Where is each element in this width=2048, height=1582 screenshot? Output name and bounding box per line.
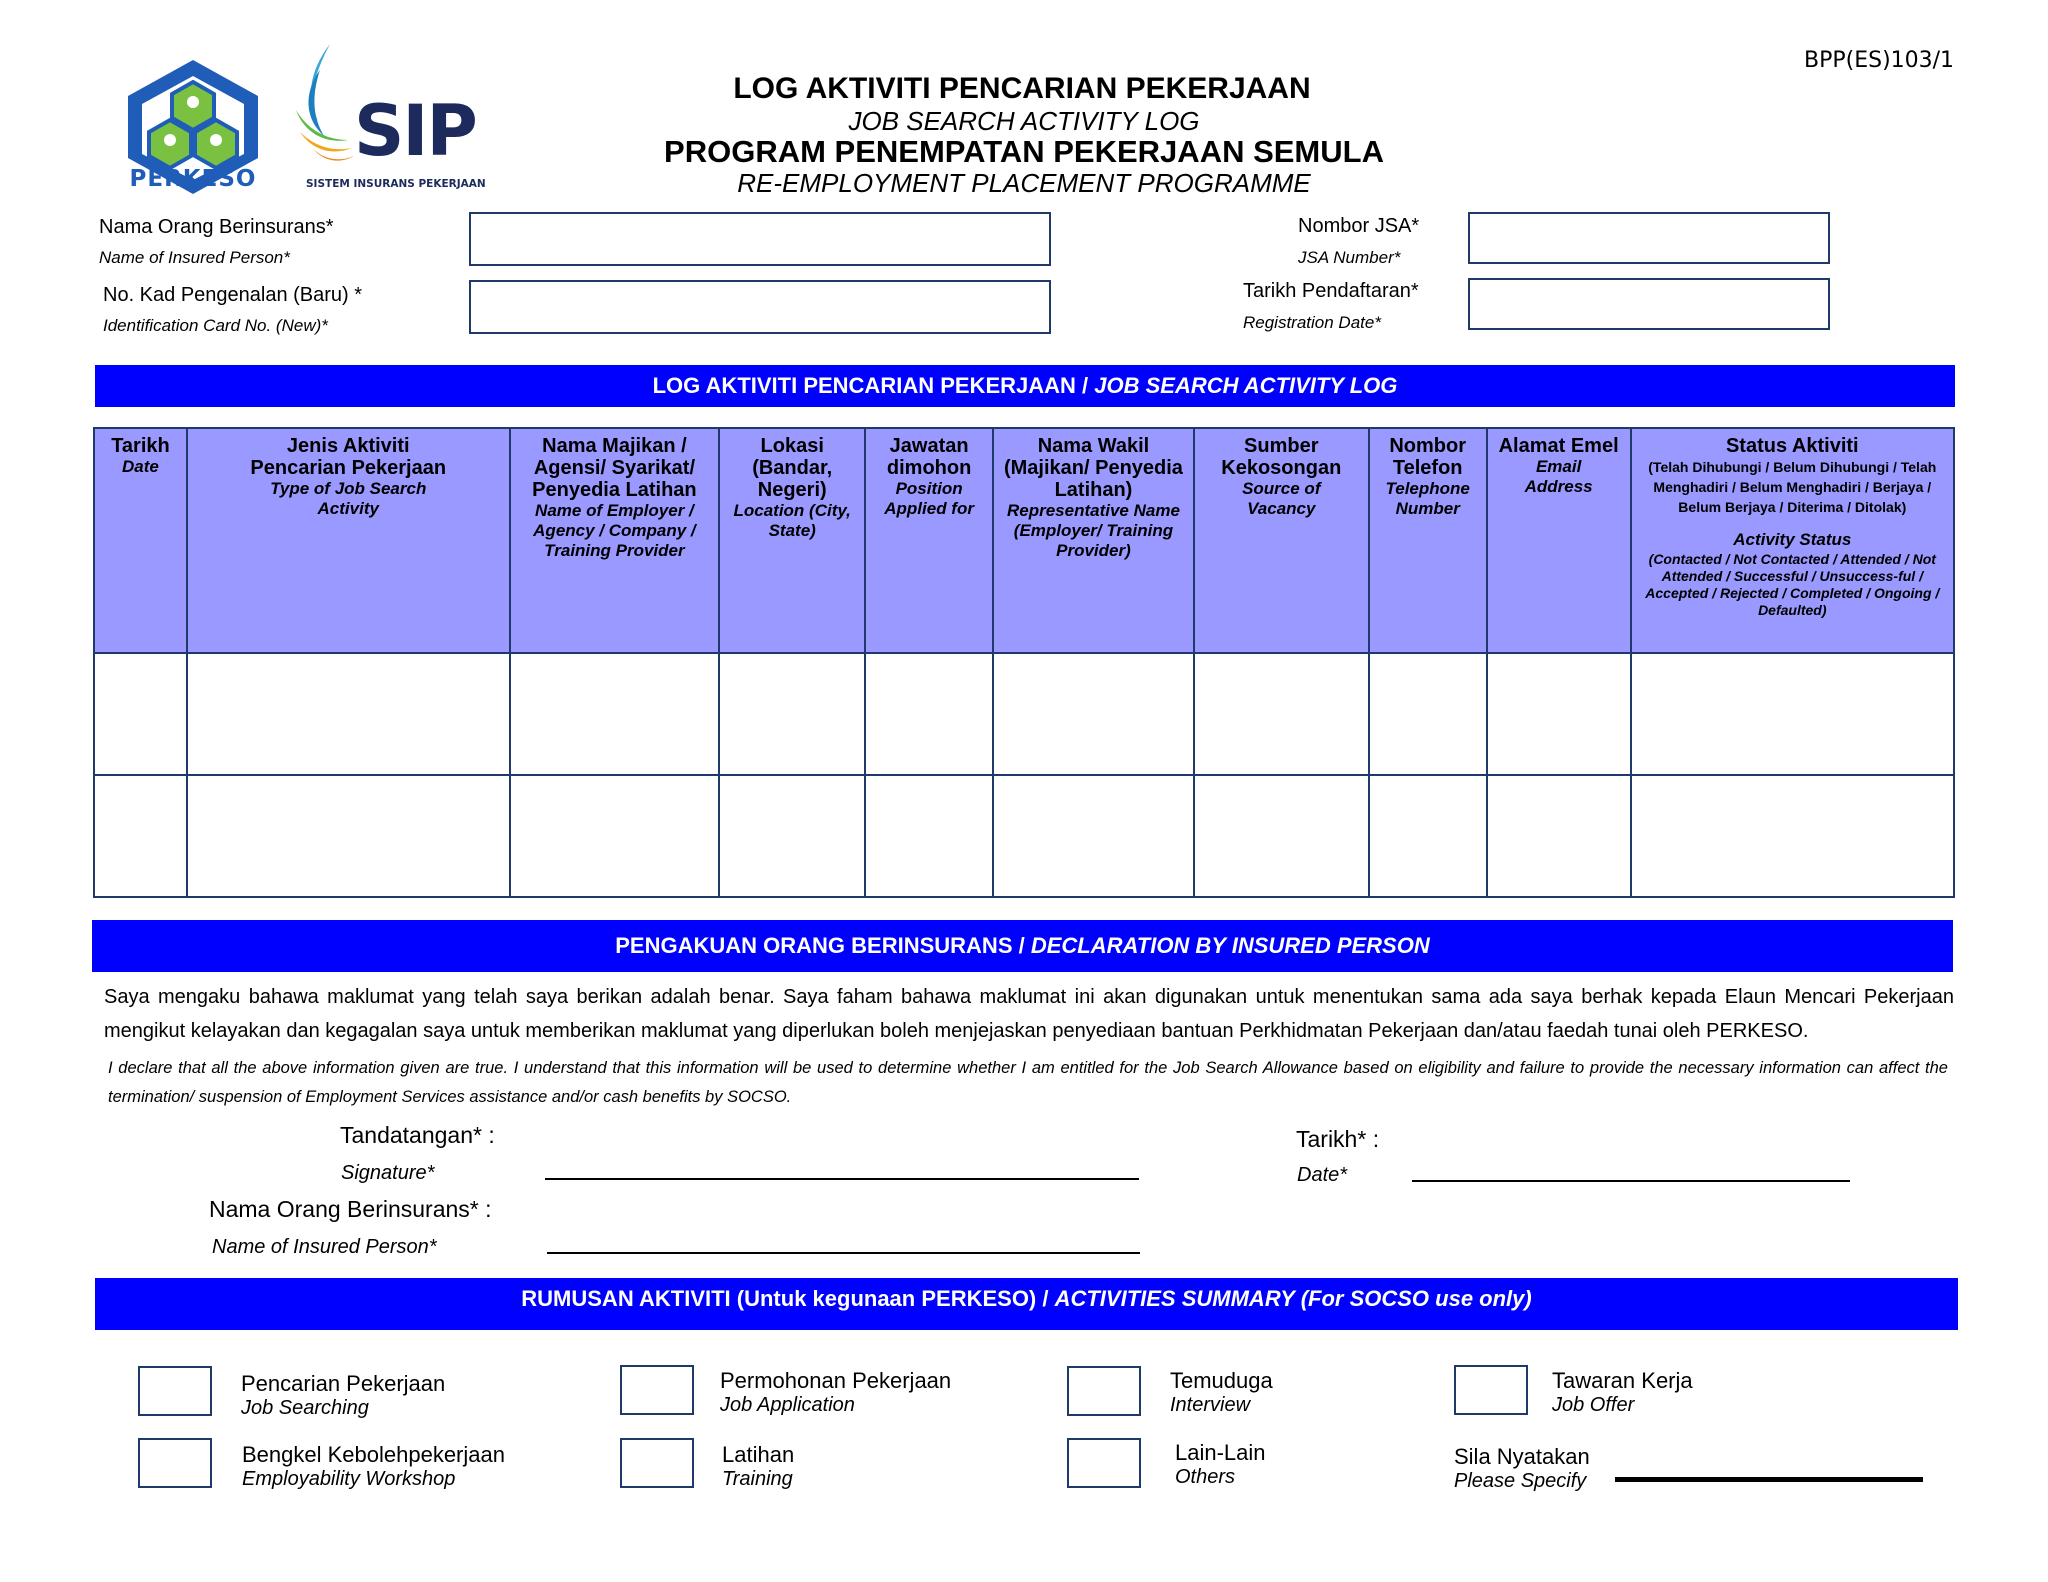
job-searching-checkbox[interactable] xyxy=(138,1366,212,1416)
col-activity-status xyxy=(1631,428,1954,653)
specify-line[interactable] xyxy=(1615,1477,1923,1482)
training-checkbox[interactable] xyxy=(620,1438,694,1488)
col-telephone-en: Telephone Number xyxy=(1385,479,1470,518)
sip-subtitle: SISTEM INSURANS PEKERJAAN xyxy=(306,178,486,190)
col-email xyxy=(1487,428,1631,653)
employability-workshop-checkbox[interactable] xyxy=(138,1438,212,1488)
declarant-name-line[interactable] xyxy=(547,1252,1140,1254)
date-label-en: Date* xyxy=(1297,1164,1348,1186)
interview-label: Temuduga xyxy=(1170,1368,1273,1393)
declaration-bar-en: DECLARATION BY INSURED PERSON xyxy=(1030,933,1430,958)
declaration-text: Saya mengaku bahawa maklumat yang telah saya berikan adalah benar. Saya faham bahawa maklumat ini akan digunakan untuk menentukan sama ada saya berhak kepada Elaun Mencari Pekerjaan mengikut kelayakan dan kegagalan saya untuk memberikan maklumat yang diperlukan boleh menjejaskan penyediaan bantuan Perkhidmatan Pekerjaan dan/atau faedah tunai oleh PERKESO. xyxy=(104,986,1954,1042)
col-vacancy-source-en: Source of Vacancy xyxy=(1242,479,1321,518)
registration-date-label: Tarikh Pendaftaran* xyxy=(1243,280,1419,302)
col-employer xyxy=(510,428,720,653)
col-activity-type xyxy=(187,428,510,653)
cell-activity-type[interactable] xyxy=(187,775,510,897)
cell-email[interactable] xyxy=(1487,775,1631,897)
training-label: Latihan xyxy=(722,1442,795,1467)
col-status-ms-note: (Telah Dihubungi / Belum Dihubungi / Telah Menghadiri / Belum Menghadiri / Berjaya / Belum Berjaya / Diterima / Ditolak) xyxy=(1648,459,1937,515)
cell-telephone[interactable] xyxy=(1369,775,1487,897)
declarant-name-label xyxy=(209,1196,492,1223)
col-date-ms: Tarikh xyxy=(111,435,170,457)
table-row xyxy=(94,653,1954,775)
declaration-bar-ms: PENGAKUAN ORANG BERINSURANS / xyxy=(615,933,1031,958)
others-label: Lain-Lain xyxy=(1175,1440,1266,1465)
form-title: LOG AKTIVITI PENCARIAN PEKERJAAN xyxy=(733,72,1311,105)
cell-email[interactable] xyxy=(1487,653,1631,775)
col-position-ms: Jawatan dimohon xyxy=(886,435,972,479)
registration-date-field[interactable] xyxy=(1468,278,1830,330)
job-application-checkbox[interactable] xyxy=(620,1365,694,1415)
insured-name-field[interactable] xyxy=(469,212,1051,266)
form-title-en: JOB SEARCH ACTIVITY LOG xyxy=(848,106,1200,136)
cell-vacancy-source[interactable] xyxy=(1194,653,1369,775)
col-activity-type-ms: Jenis Aktiviti Pencarian Pekerjaan xyxy=(250,435,447,479)
cell-location[interactable] xyxy=(719,775,865,897)
col-position-en: Position Applied for xyxy=(884,479,974,518)
signature-label-ms: Tandatangan xyxy=(340,1122,474,1148)
ic-number-label: No. Kad Pengenalan (Baru) * xyxy=(103,284,363,306)
declaration-section-bar xyxy=(92,920,1953,972)
cell-activity-status[interactable] xyxy=(1631,653,1954,775)
col-representative-en: Representative Name (Employer/ Training Provider) xyxy=(1006,501,1180,560)
date-label-suffix: * : xyxy=(1357,1126,1380,1152)
signature-label-en: Signature* xyxy=(341,1162,435,1184)
date-line[interactable] xyxy=(1412,1180,1850,1182)
cell-position[interactable] xyxy=(865,653,993,775)
col-vacancy-source xyxy=(1194,428,1369,653)
declaration-text-en: I declare that all the above information given are true. I understand that this information will be used to determine whether I am entitled for the Job Search Allowance based on eligibility and failure to provide the necessary information can affect the termination/ suspension of Employment Services assistance and/or cash benefits by SOCSO. xyxy=(108,1059,1948,1106)
jsa-number-label: Nombor JSA* xyxy=(1298,215,1420,237)
cell-vacancy-source[interactable] xyxy=(1194,775,1369,897)
job-searching-label-en: Job Searching xyxy=(241,1397,369,1419)
cell-activity-status[interactable] xyxy=(1631,775,1954,897)
ic-number-field[interactable] xyxy=(469,280,1051,334)
cell-employer[interactable] xyxy=(510,653,720,775)
jsa-number-field[interactable] xyxy=(1468,212,1830,264)
specify-label: Sila Nyatakan xyxy=(1454,1444,1590,1469)
summary-bar-en: ACTIVITIES SUMMARY (For SOCSO use only) xyxy=(1054,1286,1532,1311)
col-status-ms: Status Aktiviti xyxy=(1725,435,1859,457)
interview-checkbox[interactable] xyxy=(1067,1366,1141,1416)
cell-location[interactable] xyxy=(719,653,865,775)
perkeso-wordmark: PERKESO xyxy=(129,166,257,192)
others-checkbox[interactable] xyxy=(1067,1438,1141,1488)
cell-employer[interactable] xyxy=(510,775,720,897)
programme-title-en: RE-EMPLOYMENT PLACEMENT PROGRAMME xyxy=(737,168,1311,198)
col-status-en: Activity Status xyxy=(1733,530,1852,549)
job-offer-checkbox[interactable] xyxy=(1454,1365,1528,1415)
specify-label-en: Please Specify xyxy=(1454,1470,1587,1492)
log-bar-ms: LOG AKTIVITI PENCARIAN PEKERJAAN / xyxy=(652,373,1095,398)
log-bar-en: JOB SEARCH ACTIVITY LOG xyxy=(1094,373,1398,398)
col-position xyxy=(865,428,993,653)
others-label-en: Others xyxy=(1175,1466,1236,1488)
col-vacancy-source-ms: Sumber Kekosongan xyxy=(1221,435,1342,479)
col-email-en: Email Address xyxy=(1524,457,1593,496)
col-status-en-note: (Contacted / Not Contacted / Attended / Not Attended / Successful / Unsuccess-ful / Accepted / Rejected / Completed / Ongoing / Defaulted) xyxy=(1645,551,1940,618)
interview-label-en: Interview xyxy=(1170,1394,1251,1416)
ic-number-label-en: Identification Card No. (New)* xyxy=(103,316,328,335)
signature-label-suffix: * : xyxy=(473,1122,495,1148)
programme-title: PROGRAM PENEMPATAN PEKERJAAN SEMULA xyxy=(664,134,1384,169)
training-label-en: Training xyxy=(722,1468,793,1490)
date-label-ms: Tarikh xyxy=(1296,1126,1358,1152)
declarant-name-label-en: Name of Insured Person* xyxy=(212,1236,437,1258)
employability-workshop-label-en: Employability Workshop xyxy=(242,1468,456,1490)
col-activity-type-en: Type of Job Search Activity xyxy=(270,479,427,518)
declarant-name-label-ms: Nama Orang Berinsurans xyxy=(209,1196,470,1222)
col-date-en: Date xyxy=(122,457,159,476)
col-date xyxy=(94,428,187,653)
job-application-label-en: Job Application xyxy=(720,1394,855,1416)
job-offer-label: Tawaran Kerja xyxy=(1552,1368,1693,1393)
summary-bar-ms: RUMUSAN AKTIVITI (Untuk kegunaan PERKESO) / xyxy=(521,1286,1055,1311)
cell-activity-type[interactable] xyxy=(187,653,510,775)
registration-date-label-en: Registration Date* xyxy=(1243,313,1381,332)
job-searching-label: Pencarian Pekerjaan xyxy=(241,1371,446,1396)
employability-workshop-label: Bengkel Kebolehpekerjaan xyxy=(242,1442,505,1467)
col-employer-ms: Nama Majikan / Agensi/ Syarikat/ Penyedia Latihan xyxy=(532,435,697,501)
cell-date[interactable] xyxy=(94,653,187,775)
col-representative xyxy=(993,428,1194,653)
job-application-label: Permohonan Pekerjaan xyxy=(720,1368,952,1393)
col-location-ms: Lokasi (Bandar, Negeri) xyxy=(752,435,833,501)
col-telephone-ms: Nombor Telefon xyxy=(1389,435,1467,479)
declarant-name-label-suffix: * : xyxy=(469,1196,492,1222)
col-employer-en: Name of Employer / Agency / Company / Training Provider xyxy=(533,501,696,560)
summary-section-bar xyxy=(95,1278,1958,1330)
jsa-number-label-en: JSA Number* xyxy=(1298,248,1401,267)
activity-log-table xyxy=(93,427,1955,898)
signature-line[interactable] xyxy=(545,1178,1139,1180)
table-row xyxy=(94,775,1954,897)
form-code: BPP(ES)103/1 xyxy=(1804,48,1955,73)
cell-telephone[interactable] xyxy=(1369,653,1487,775)
col-representative-ms: Nama Wakil (Majikan/ Penyedia Latihan) xyxy=(1003,435,1183,501)
col-telephone xyxy=(1369,428,1487,653)
log-section-bar xyxy=(95,365,1955,407)
cell-position[interactable] xyxy=(865,775,993,897)
insured-name-label: Nama Orang Berinsurans* xyxy=(99,216,334,238)
col-location xyxy=(719,428,865,653)
cell-representative[interactable] xyxy=(993,775,1194,897)
signature-label xyxy=(340,1122,495,1149)
cell-representative[interactable] xyxy=(993,653,1194,775)
col-email-ms: Alamat Emel xyxy=(1498,435,1619,457)
cell-date[interactable] xyxy=(94,775,187,897)
date-label xyxy=(1296,1126,1379,1153)
sip-wordmark: SIP xyxy=(354,90,476,172)
job-offer-label-en: Job Offer xyxy=(1552,1394,1635,1416)
col-location-en: Location (City, State) xyxy=(733,501,851,540)
insured-name-label-en: Name of Insured Person* xyxy=(99,248,290,267)
